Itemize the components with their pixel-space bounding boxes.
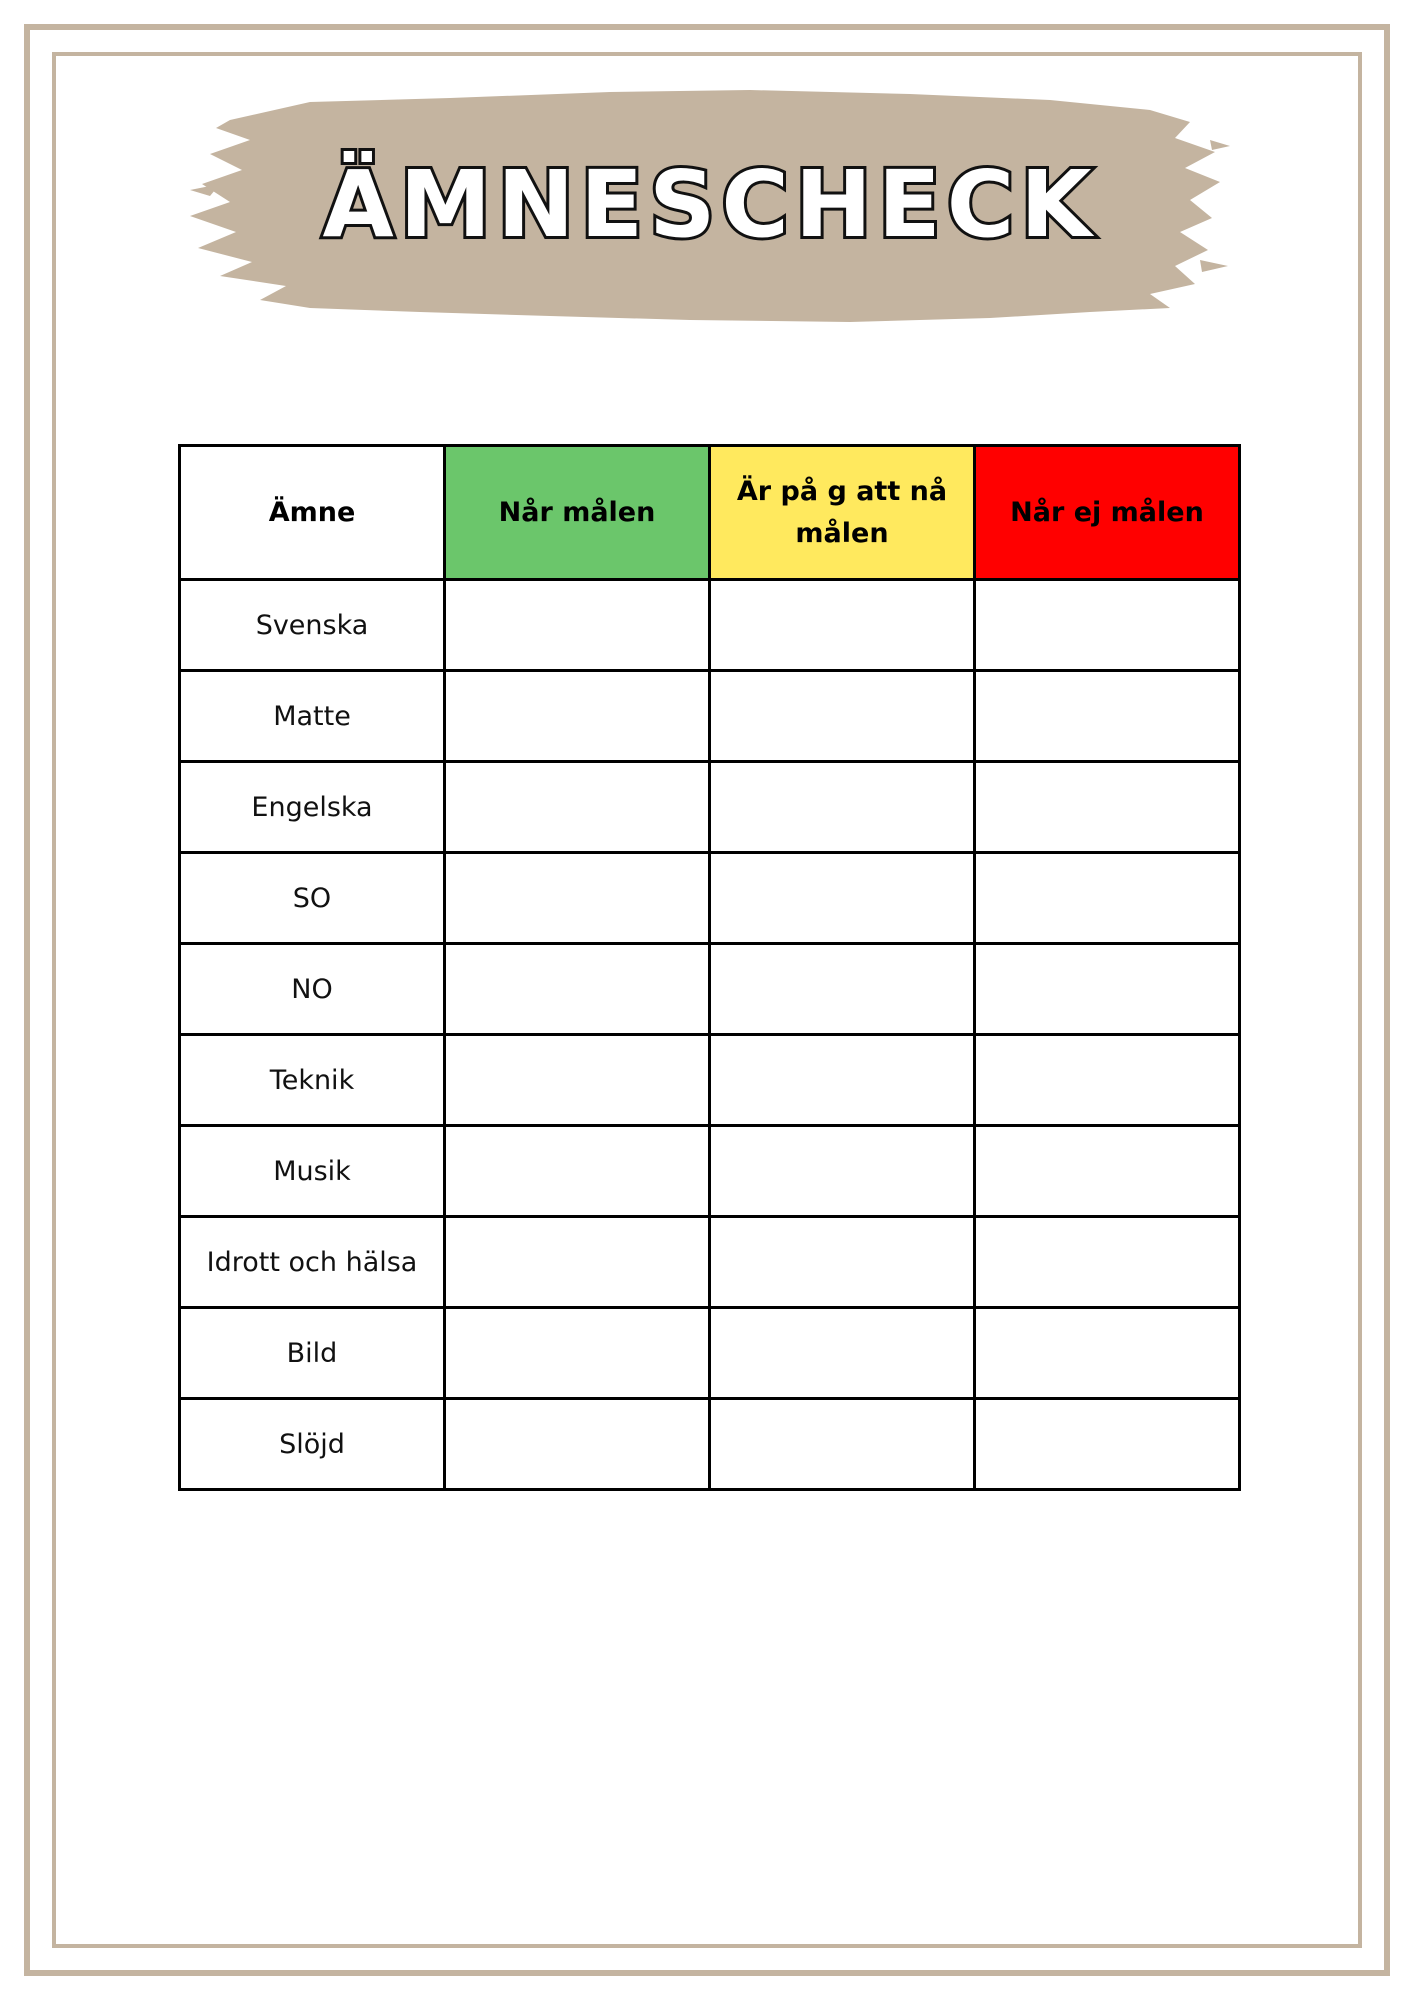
table-row [180, 944, 1240, 1035]
cell-reached[interactable] [445, 580, 710, 671]
subject-label: Svenska [180, 580, 445, 671]
subject-label: Musik [180, 1126, 445, 1217]
cell-approaching[interactable] [710, 944, 975, 1035]
table-row [180, 762, 1240, 853]
cell-reached[interactable] [445, 1035, 710, 1126]
subject-label: Matte [180, 671, 445, 762]
table-row [180, 1126, 1240, 1217]
subject-label: NO [180, 944, 445, 1035]
table-row [180, 1308, 1240, 1399]
cell-not-reached[interactable] [975, 762, 1240, 853]
cell-not-reached[interactable] [975, 1035, 1240, 1126]
cell-reached[interactable] [445, 944, 710, 1035]
table-row [180, 1217, 1240, 1308]
table-row [180, 853, 1240, 944]
subject-label: Idrott och hälsa [180, 1217, 445, 1308]
header-reached-goals: Når målen [445, 446, 710, 580]
header-not-reached-goals: Når ej målen [975, 446, 1240, 580]
cell-reached[interactable] [445, 853, 710, 944]
cell-approaching[interactable] [710, 671, 975, 762]
cell-approaching[interactable] [710, 853, 975, 944]
cell-approaching[interactable] [710, 1126, 975, 1217]
cell-reached[interactable] [445, 1308, 710, 1399]
cell-approaching[interactable] [710, 580, 975, 671]
table-row [180, 1399, 1240, 1490]
cell-not-reached[interactable] [975, 1308, 1240, 1399]
cell-not-reached[interactable] [975, 671, 1240, 762]
header-row [180, 446, 1240, 580]
table-row [180, 671, 1240, 762]
cell-not-reached[interactable] [975, 1399, 1240, 1490]
header-subject: Ämne [180, 446, 445, 580]
cell-approaching[interactable] [710, 1035, 975, 1126]
cell-approaching[interactable] [710, 762, 975, 853]
cell-reached[interactable] [445, 762, 710, 853]
cell-reached[interactable] [445, 1217, 710, 1308]
header-approaching-goals: Är på g att nå målen [710, 446, 975, 580]
title-banner [190, 80, 1230, 330]
cell-not-reached[interactable] [975, 1217, 1240, 1308]
subject-label: Engelska [180, 762, 445, 853]
cell-reached[interactable] [445, 1399, 710, 1490]
cell-approaching[interactable] [710, 1217, 975, 1308]
subject-label: Slöjd [180, 1399, 445, 1490]
cell-reached[interactable] [445, 671, 710, 762]
cell-not-reached[interactable] [975, 944, 1240, 1035]
subject-label: SO [180, 853, 445, 944]
cell-approaching[interactable] [710, 1399, 975, 1490]
cell-approaching[interactable] [710, 1308, 975, 1399]
cell-not-reached[interactable] [975, 1126, 1240, 1217]
subject-check-table [178, 444, 1241, 1491]
cell-reached[interactable] [445, 1126, 710, 1217]
table-row [180, 1035, 1240, 1126]
cell-not-reached[interactable] [975, 853, 1240, 944]
cell-not-reached[interactable] [975, 580, 1240, 671]
subject-label: Teknik [180, 1035, 445, 1126]
page-title: ÄMNESCHECK [322, 151, 1098, 258]
subject-label: Bild [180, 1308, 445, 1399]
table-row [180, 580, 1240, 671]
